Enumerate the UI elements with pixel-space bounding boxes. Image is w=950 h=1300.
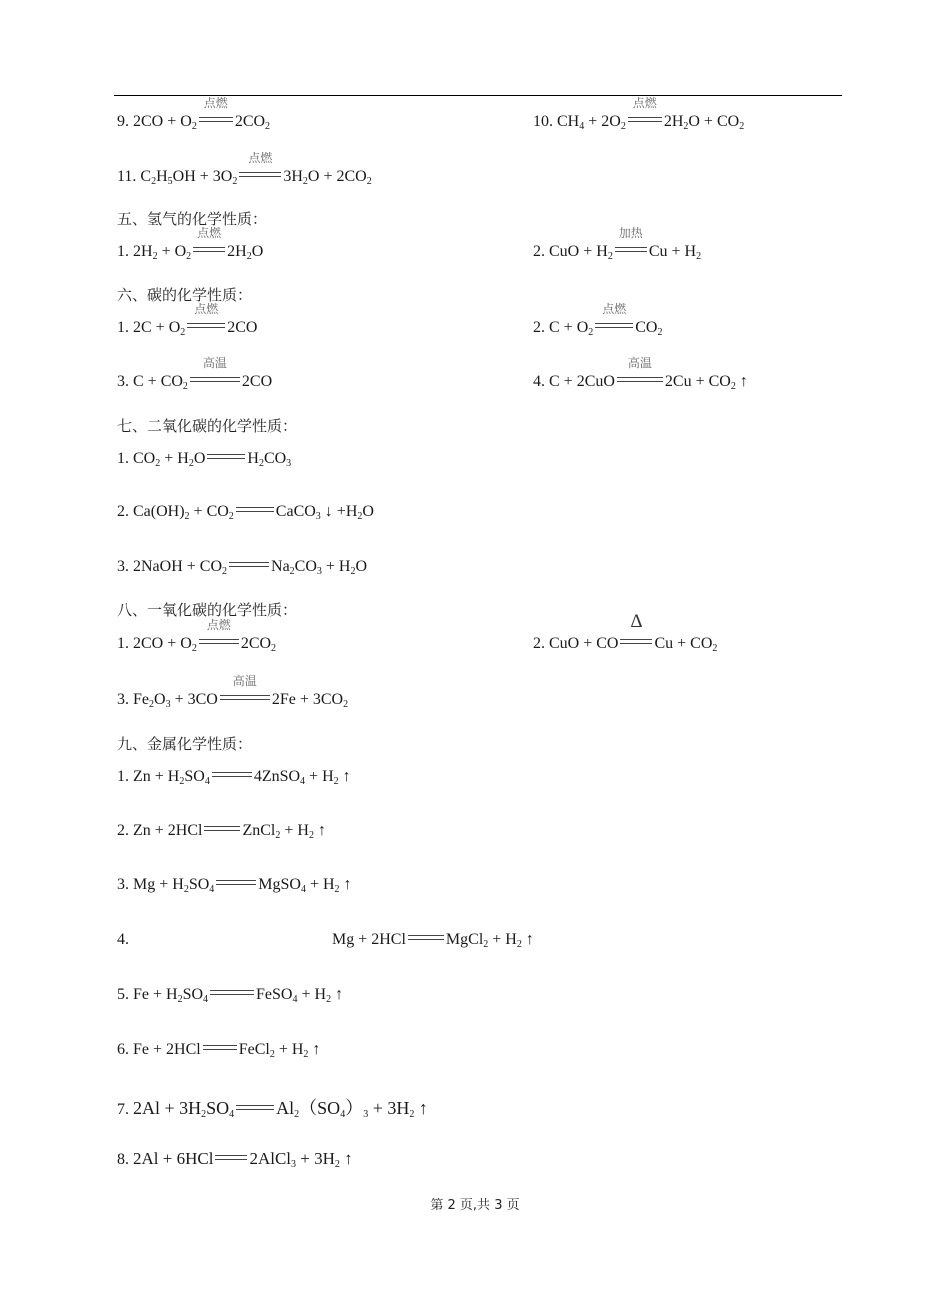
reactant-text: Ca(OH) [133, 503, 185, 520]
reaction-condition: 高温 [232, 674, 257, 688]
product-subscript: 2 [271, 643, 277, 654]
product-text: Na [271, 558, 290, 575]
reactant-text: C + 2CuO [549, 373, 615, 390]
double-bar [203, 1045, 237, 1050]
product-subscript: 2 [258, 458, 264, 469]
reactant-text: 2CO + O [133, 635, 192, 652]
reactant-subscript: 2 [607, 251, 613, 262]
product-text: 2H [227, 243, 247, 260]
double-bar [220, 695, 270, 700]
reactant-subscript: 2 [191, 121, 197, 132]
reactant-subscript: 4 [203, 994, 209, 1005]
equation-row [117, 450, 291, 490]
double-bar [199, 639, 239, 644]
reaction-equals-sign [187, 302, 225, 337]
product-subscript: 2 [730, 381, 736, 392]
product-text: ↑ [331, 986, 344, 1003]
reactant-text: Fe [133, 691, 149, 708]
reactant-subscript: 2 [588, 327, 594, 338]
reaction-equals-sign [204, 822, 240, 840]
equation-m1 [133, 618, 277, 654]
equation-row [117, 356, 748, 413]
product-text: MgSO [258, 876, 301, 893]
double-bar [408, 935, 444, 940]
reactant-text: + CO [189, 503, 229, 520]
reactant-text: CH [557, 113, 580, 130]
equation-number: 1. [117, 635, 129, 652]
product-text: O + CO [688, 113, 740, 130]
reaction-equals-sign [236, 1098, 274, 1119]
product-text: 3H [283, 168, 303, 185]
equation-k2 [133, 822, 326, 839]
reactant-subscript: 5 [167, 176, 173, 187]
equation-number: 8. [117, 1151, 129, 1168]
product-text: ） [345, 1098, 364, 1118]
product-text: ↑ [313, 822, 326, 839]
reactant-subscript: 2 [183, 884, 189, 895]
equation-k6 [133, 1041, 320, 1058]
product-text: ↑ [339, 1149, 353, 1168]
product-subscript: 2 [275, 830, 281, 841]
equation-number: 2. [117, 822, 129, 839]
reactant-subscript: 4 [204, 776, 210, 787]
product-subscript: 2 [739, 121, 745, 132]
reaction-equals-sign [408, 931, 444, 949]
equation-row [117, 302, 663, 359]
reactant-subscript: 2 [620, 121, 626, 132]
product-text: O [251, 243, 264, 260]
double-bar [615, 247, 647, 252]
double-bar [207, 454, 245, 459]
product-subscript: 3 [316, 566, 322, 577]
reactant-subscript: 4 [579, 121, 585, 132]
reaction-equals-sign [620, 611, 652, 653]
product-text: CO [294, 558, 317, 575]
reactant-text: CO [133, 450, 156, 467]
product-text: 2CO [227, 319, 258, 336]
reactant-subscript: 2 [191, 643, 197, 654]
equation-number: 3. [117, 373, 129, 390]
reactant-subscript: 2 [228, 511, 234, 522]
reactant-subscript: 2 [152, 251, 158, 262]
equation-number: 2. [533, 319, 545, 336]
product-subscript: 2 [683, 121, 689, 132]
double-bar [193, 247, 225, 252]
double-bar [617, 377, 663, 382]
product-subscript: 4 [300, 776, 306, 787]
product-subscript: 2 [303, 1049, 309, 1060]
equation-d1 [133, 450, 291, 467]
double-bar [210, 990, 254, 995]
equation-d2 [133, 503, 374, 520]
reaction-condition: 点燃 [632, 96, 657, 110]
reaction-equals-sign [595, 302, 633, 337]
reactant-subscript: 2 [180, 327, 186, 338]
equation-k4 [332, 931, 534, 950]
product-subscript: 3 [315, 511, 321, 522]
equation-c4 [549, 356, 748, 392]
reaction-equals-sign [203, 1041, 237, 1059]
equation-number: 2. [533, 635, 545, 652]
equation-number: 1. [117, 450, 129, 467]
product-subscript: 2 [366, 176, 372, 187]
product-text: 2H [663, 113, 684, 130]
reactant-text: + O [157, 243, 187, 260]
product-text: H [247, 450, 259, 467]
double-bar [212, 772, 252, 777]
product-text: ↑ [521, 931, 534, 948]
reaction-condition: 点燃 [248, 151, 273, 165]
reaction-condition: 点燃 [206, 618, 231, 632]
product-subscript: 2 [350, 566, 356, 577]
reactant-text: C + O [549, 319, 589, 336]
equation-row [117, 986, 343, 1026]
reactant-text: Zn + 2HCl [133, 822, 203, 839]
double-bar [620, 639, 652, 644]
reaction-equals-sign [220, 674, 270, 709]
reactant-subscript: 4 [229, 1109, 235, 1120]
equation-number: 1. [117, 319, 129, 336]
double-bar [216, 880, 256, 885]
reaction-equals-sign [199, 618, 239, 653]
product-text: 4ZnSO [253, 768, 301, 785]
equation-k7 [133, 1098, 428, 1118]
product-text: CaCO [275, 503, 316, 520]
reactant-text: Mg + H [133, 876, 184, 893]
product-subscript: 2 [409, 1109, 415, 1120]
reaction-condition: 点燃 [197, 226, 222, 240]
product-text: + 3H [368, 1098, 410, 1118]
product-subscript: 2 [696, 251, 702, 262]
reaction-condition: 高温 [202, 356, 227, 370]
reaction-equals-sign [190, 356, 240, 391]
equation-row [117, 558, 367, 598]
product-subscript: 4 [300, 884, 306, 895]
equation-row [117, 931, 534, 971]
product-text: O [355, 558, 368, 575]
product-subscript: 2 [265, 121, 271, 132]
product-text: + H [274, 1041, 304, 1058]
equation-row [117, 1149, 353, 1189]
double-bar [628, 117, 662, 122]
product-subscript: 2 [308, 830, 314, 841]
product-text: MgCl [445, 931, 484, 948]
product-text: （SO [299, 1098, 341, 1118]
reactant-text: O [154, 691, 166, 708]
reactant-subscript: 2 [149, 699, 154, 710]
double-bar [239, 172, 281, 177]
product-subscript: 2 [246, 251, 252, 262]
product-text: + H [297, 986, 327, 1003]
reactant-subscript: 3 [165, 699, 171, 710]
reactant-subscript: 2 [151, 176, 157, 187]
equation-number: 9. [117, 113, 129, 130]
reactant-text: O [193, 450, 206, 467]
reaction-equals-sign [229, 558, 269, 576]
double-bar [204, 826, 240, 831]
product-text: + H [280, 822, 309, 839]
reaction-condition: 点燃 [602, 302, 627, 316]
equation-d3 [133, 558, 367, 575]
reactant-text: 2C + O [133, 319, 181, 336]
reaction-equals-sign [212, 768, 252, 786]
equation-h1 [133, 226, 264, 262]
equation-9 [133, 96, 271, 132]
reaction-equals-sign [215, 1149, 247, 1169]
product-text: Al [276, 1098, 295, 1118]
equation-h2 [549, 226, 702, 262]
equation-number: 10. [533, 113, 553, 130]
product-text: Cu + CO [654, 635, 713, 652]
equation-number: 3. [117, 558, 129, 575]
equation-number: 2. [117, 503, 129, 520]
reactant-subscript: 2 [201, 1109, 207, 1120]
equation-m2 [549, 611, 718, 654]
reaction-equals-sign [199, 96, 233, 131]
product-subscript: 2 [289, 566, 295, 577]
product-subscript: 2 [333, 776, 339, 787]
reactant-subscript: 2 [179, 776, 185, 787]
equation-row [117, 503, 374, 543]
product-text: FeSO [256, 986, 293, 1003]
equation-c2 [549, 302, 663, 338]
product-subscript: 2 [483, 939, 489, 950]
equation-number: 2. [533, 243, 545, 260]
equation-row [117, 822, 326, 862]
equation-row [117, 768, 351, 808]
equation-row [117, 674, 349, 731]
product-text: 2CO [240, 635, 272, 652]
equation-number: 3. [117, 876, 129, 893]
product-text: ↑ [339, 876, 352, 893]
product-text: O + 2CO [307, 168, 367, 185]
product-subscript: 2 [712, 643, 718, 654]
product-text: Cu + H [648, 243, 697, 260]
double-bar [215, 1155, 247, 1160]
reaction-condition: 点燃 [203, 96, 228, 110]
reaction-condition: 高温 [627, 356, 652, 370]
double-bar [187, 323, 225, 328]
equation-number: 4. [117, 931, 129, 948]
reaction-condition: 点燃 [194, 302, 219, 316]
product-text: ↑ [338, 768, 351, 785]
reactant-text: + 2O [584, 113, 621, 130]
reactant-text: + 3CO [170, 691, 218, 708]
reactant-subscript: 2 [188, 458, 194, 469]
equation-c1 [133, 302, 258, 338]
reactant-text: SO [182, 986, 204, 1003]
equation-col2 [533, 356, 748, 392]
reactant-text: 2Al + 3H [133, 1098, 202, 1118]
product-text: ZnCl [242, 822, 276, 839]
double-bar [595, 323, 633, 328]
reactant-text: Fe + 2HCl [133, 1041, 201, 1058]
reaction-equals-sign [615, 226, 647, 261]
product-text: + H [488, 931, 517, 948]
section-heading-co: 八、一氧化碳的化学性质： [117, 601, 298, 619]
product-text: + 3H [296, 1149, 335, 1168]
equation-11 [140, 151, 372, 187]
equation-number: 7. [117, 1101, 129, 1118]
reaction-condition: 加热 [618, 226, 643, 240]
reactant-subscript: 4 [209, 884, 215, 895]
reactant-text: Zn + H [133, 768, 180, 785]
reactant-text: H [156, 168, 168, 185]
reactant-text: 2Al + 6HCl [133, 1149, 214, 1168]
reaction-equals-sign [193, 226, 225, 261]
equation-col2 [533, 611, 718, 654]
equation-k5 [133, 986, 343, 1003]
product-text: + H [305, 768, 334, 785]
equation-number: 1. [117, 243, 129, 260]
equation-row [117, 876, 352, 916]
equation-number: 1. [117, 768, 129, 785]
equation-number: 4. [533, 373, 545, 390]
product-subscript: 3 [363, 1109, 369, 1120]
product-subscript: 2 [269, 1049, 275, 1060]
product-text: 2AlCl [249, 1149, 291, 1168]
reactant-text: SO [184, 768, 205, 785]
reaction-equals-sign [236, 503, 274, 521]
reactant-subscript: 2 [232, 176, 238, 187]
reaction-equals-sign [210, 986, 254, 1004]
equation-row [117, 1094, 428, 1134]
product-text: 2Cu + CO [664, 373, 731, 390]
equation-m3 [133, 674, 349, 710]
product-text: ↓ +H [320, 503, 358, 520]
section-heading-hydrogen: 五、氢气的化学性质： [117, 210, 268, 228]
product-subscript: 3 [291, 1159, 296, 1170]
reactant-text: CuO + H [549, 243, 608, 260]
reactant-subscript: 2 [155, 458, 161, 469]
product-subscript: 2 [516, 939, 522, 950]
reactant-text: 2CO + O [133, 113, 192, 130]
equation-row [117, 611, 718, 675]
product-text: ↑ [735, 373, 748, 390]
product-subscript: 2 [326, 994, 332, 1005]
product-text: O [362, 503, 374, 520]
product-subscript: 4 [340, 1109, 346, 1120]
reactant-text: Fe + H [133, 986, 178, 1003]
equation-col2 [533, 96, 745, 132]
reactant-text: OH + 3O [172, 168, 233, 185]
reaction-equals-sign [617, 356, 663, 391]
double-bar [236, 507, 274, 512]
double-bar [229, 562, 269, 567]
reactant-text: 2NaOH + CO [133, 558, 223, 575]
reaction-equals-sign [207, 450, 245, 468]
reaction-condition: Δ [630, 611, 643, 632]
section-heading-carbon: 六、碳的化学性质： [117, 286, 253, 304]
double-bar [190, 377, 240, 382]
product-text: + H [321, 558, 351, 575]
product-text: + H [305, 876, 335, 893]
equation-k3 [133, 876, 352, 893]
product-text: 2Fe + 3CO [271, 691, 344, 708]
equation-k1 [133, 768, 351, 785]
reactant-text: C + CO [133, 373, 183, 390]
reactant-text: C [140, 168, 152, 185]
product-text: FeCl [238, 1041, 270, 1058]
product-text: 2CO [234, 113, 266, 130]
equation-col2 [533, 226, 702, 262]
reactant-subscript: 2 [186, 251, 192, 262]
equation-row [117, 226, 702, 283]
equation-number: 5. [117, 986, 129, 1003]
equation-col2 [533, 302, 663, 338]
product-text: 2CO [241, 373, 273, 390]
section-heading-co2: 七、二氧化碳的化学性质： [117, 417, 298, 435]
reactant-text: CuO + CO [549, 635, 619, 652]
product-subscript: 2 [657, 327, 663, 338]
reactant-subscript: 2 [182, 381, 188, 392]
equation-c3 [133, 356, 273, 392]
reaction-equals-sign [239, 151, 281, 186]
equation-number: 11. [117, 168, 137, 185]
reactant-text: SO [206, 1098, 230, 1118]
reactant-text: + H [160, 450, 189, 467]
reaction-equals-sign [628, 96, 662, 131]
equation-number: 3. [117, 691, 129, 708]
double-bar [199, 117, 233, 122]
product-subscript: 2 [302, 176, 308, 187]
reactant-text: SO [188, 876, 210, 893]
equation-k8 [133, 1149, 353, 1168]
page-footer: 第 2 页,共 3 页 [430, 1198, 520, 1213]
product-text: ↑ [414, 1098, 428, 1118]
equation-10 [557, 96, 745, 132]
product-subscript: 4 [292, 994, 298, 1005]
product-subscript: 2 [334, 1159, 340, 1170]
section-heading-metals: 九、金属化学性质： [117, 735, 253, 753]
reaction-equals-sign [216, 876, 256, 894]
reactant-subscript: 2 [177, 994, 183, 1005]
product-subscript: 2 [343, 699, 349, 710]
equation-row [117, 96, 745, 153]
product-text: ↑ [308, 1041, 321, 1058]
equation-row [117, 1041, 320, 1081]
product-subscript: 2 [294, 1109, 300, 1120]
reactant-subscript: 2 [184, 511, 190, 522]
reactant-text: 2H [133, 243, 153, 260]
equation-row [117, 151, 372, 208]
equation-number: 6. [117, 1041, 129, 1058]
double-bar [236, 1105, 274, 1110]
reactant-subscript: 2 [222, 566, 228, 577]
product-text: CO [263, 450, 287, 467]
product-subscript: 2 [357, 511, 363, 522]
product-subscript: 2 [334, 884, 340, 895]
reactant-text: Mg + 2HCl [332, 931, 406, 948]
product-subscript: 3 [286, 458, 292, 469]
product-text: CO [635, 319, 658, 336]
